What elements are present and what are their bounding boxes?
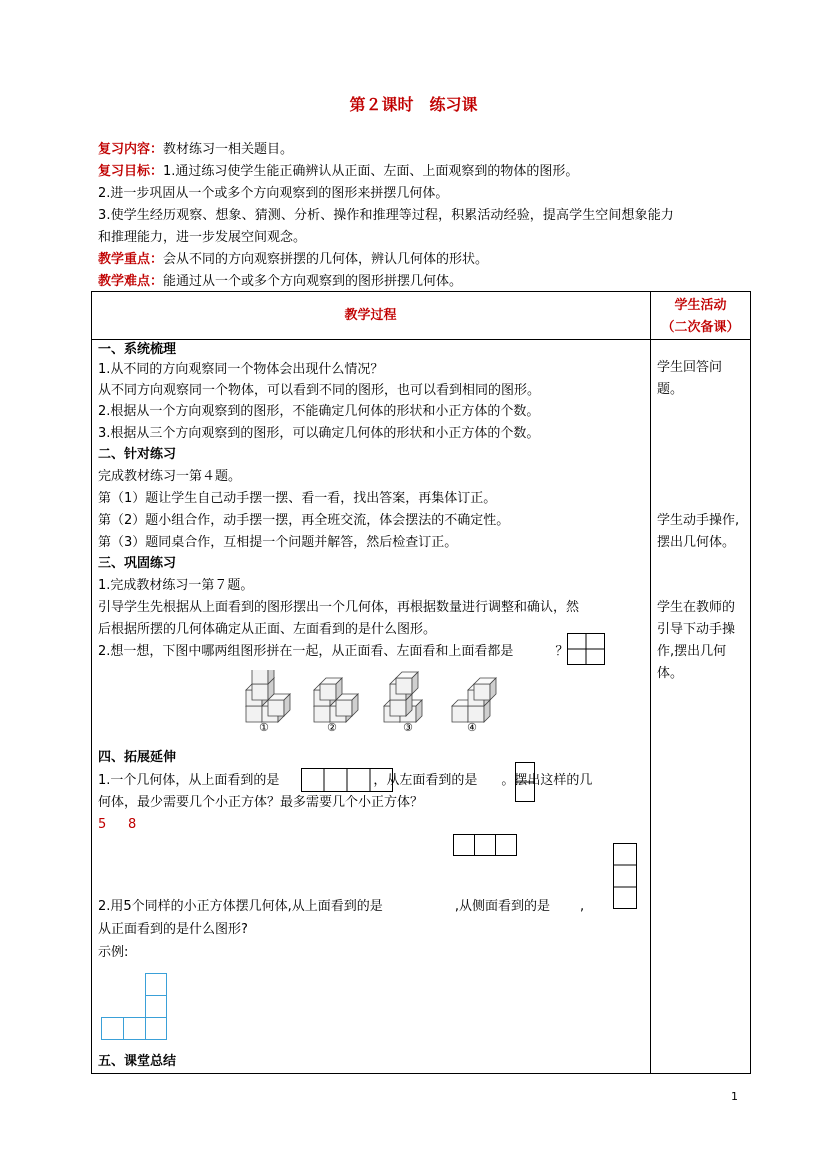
figure-4 — [452, 678, 496, 722]
page-number: 1 — [731, 1090, 738, 1103]
figure-label-4: ④ — [467, 721, 477, 734]
s3-question-end: ？ — [555, 644, 569, 659]
s1-line-3: 2.根据从一个方向观察到的图形，不能确定几何体的形状和小正方体的个数。 — [98, 404, 540, 419]
activity-2: 学生动手操作,摆出几何体。 — [657, 513, 740, 550]
s4-q2-line-2: 从正面看到的是什么图形? — [98, 922, 248, 937]
s1-line-2: 从不同方向观察同一个物体，可以看到不同的图形，也可以看到相同的图形。 — [98, 383, 541, 398]
section-3-title: 三、巩固练习 — [98, 556, 177, 571]
section-4-title: 四、拓展延伸 — [98, 750, 177, 765]
difficulty-text: 能通过从一个或多个方向观察到的图形拼摆几何体。 — [163, 274, 463, 289]
section-2-title: 二、针对练习 — [98, 447, 177, 462]
figure-3 — [384, 672, 422, 722]
review-content-line — [98, 140, 293, 160]
s3-line-4 — [98, 642, 568, 662]
example-front-view-figure — [101, 973, 167, 1041]
figure-2 — [314, 678, 358, 722]
difficulty-line — [98, 272, 462, 292]
s2-line-4: 第（3）题同桌合作，互相提一个问题并解答，然后检查订正。 — [98, 535, 458, 550]
s4-q2-part-a: 2.用5个同样的小正方体摆几何体,从上面看到的是 — [98, 899, 383, 914]
two-by-two-grid-figure — [567, 633, 605, 665]
top-view-three-squares — [453, 834, 517, 856]
focus-line — [98, 250, 488, 270]
goal-1: 1.通过练习使学生能正确辨认从正面、左面、上面观察到的物体的图形。 — [163, 164, 579, 179]
activity-1: 学生回答问题。 — [657, 360, 723, 397]
s4-q1-part-c: 。摆出这样的几 — [501, 773, 593, 788]
focus-text: 会从不同的方向观察拼摆的几何体，辨认几何体的形状。 — [163, 252, 489, 267]
figure-label-1: ① — [259, 721, 269, 734]
figure-1 — [246, 670, 290, 722]
table-right-border — [750, 291, 751, 1074]
left-view-two-squares — [515, 762, 535, 802]
review-goal-label: 复习目标： — [98, 164, 164, 179]
figure-label-2: ② — [327, 721, 337, 734]
goal-3b: 和推理能力，进一步发展空间观念。 — [98, 230, 307, 245]
focus-label: 教学重点： — [98, 252, 164, 267]
section-5-title: 五、课堂总结 — [98, 1054, 177, 1069]
page-title: 第２课时 练习课 — [349, 95, 478, 114]
goal-3a: 3.使学生经历观察、想象、猜测、分析、操作和推理等过程，积累活动经验，提高学生空间想象能力 — [98, 208, 674, 223]
s4-q2-part-c: , — [579, 899, 585, 914]
s3-line-3: 后根据所摆的几何体确定从正面、左面看到的是什么图形。 — [98, 622, 437, 637]
s2-line-2: 第（1）题让学生自己动手摆一摆、看一看，找出答案，再集体订正。 — [98, 491, 497, 506]
difficulty-label: 教学难点： — [98, 274, 164, 289]
s2-line-1: 完成教材练习一第４题。 — [98, 469, 242, 484]
s3-question: 2.想一想，下图中哪两组图形拼在一起，从正面看、左面看和上面看都是 — [98, 644, 514, 659]
s4-q2-line — [98, 897, 584, 917]
section-1-title: 一、系统梳理 — [98, 342, 177, 357]
goal-2: 2.进一步巩固从一个或多个方向观察到的图形来拼摆几何体。 — [98, 186, 449, 201]
figure-label-3: ③ — [403, 721, 413, 734]
table-top-border — [91, 291, 751, 292]
s4-q2-part-b: ,从侧面看到的是 — [454, 899, 550, 914]
s3-line-2: 引导学生先根据从上面看到的图形摆出一个几何体，再根据数量进行调整和确认，然 — [98, 600, 580, 615]
table-column-divider — [650, 291, 651, 1074]
header-activity-line2: （二次备课） — [661, 320, 740, 335]
s2-line-3: 第（2）题小组合作，动手摆一摆，再全班交流，体会摆法的不确定性。 — [98, 513, 510, 528]
s4-line-2: 何体，最少需要几个小正方体？最多需要几个小正方体？ — [98, 795, 424, 810]
s1-line-1: 1.从不同的方向观察同一个物体会出现什么情况？ — [98, 362, 384, 377]
s1-line-4: 3.根据从三个方向观察到的图形，可以确定几何体的形状和小正方体的个数。 — [98, 426, 540, 441]
cube-figures — [240, 670, 500, 740]
s4-q1-part-b: ，从左面看到的是 — [373, 773, 478, 788]
table-left-border — [91, 291, 92, 1074]
review-content-text: 教材练习一相关题目。 — [163, 142, 294, 157]
header-process: 教学过程 — [344, 308, 397, 323]
side-view-three-squares — [613, 843, 637, 909]
answer-min: 5 — [98, 817, 107, 832]
table-header-divider — [91, 339, 751, 340]
review-content-label: 复习内容： — [98, 142, 164, 157]
header-activity-line1: 学生活动 — [674, 298, 727, 313]
s4-q1-part-a: 1.一个几何体，从上面看到的是 — [98, 773, 280, 788]
s3-line-1: 1.完成教材练习一第７题。 — [98, 578, 254, 593]
top-view-four-squares — [301, 768, 393, 792]
example-label: 示例: — [98, 945, 129, 960]
table-bottom-border — [91, 1073, 751, 1074]
review-goal-line — [98, 162, 578, 182]
answer-max: 8 — [128, 817, 137, 832]
activity-3: 学生在教师的引导下动手操作,摆出几何体。 — [657, 600, 736, 681]
